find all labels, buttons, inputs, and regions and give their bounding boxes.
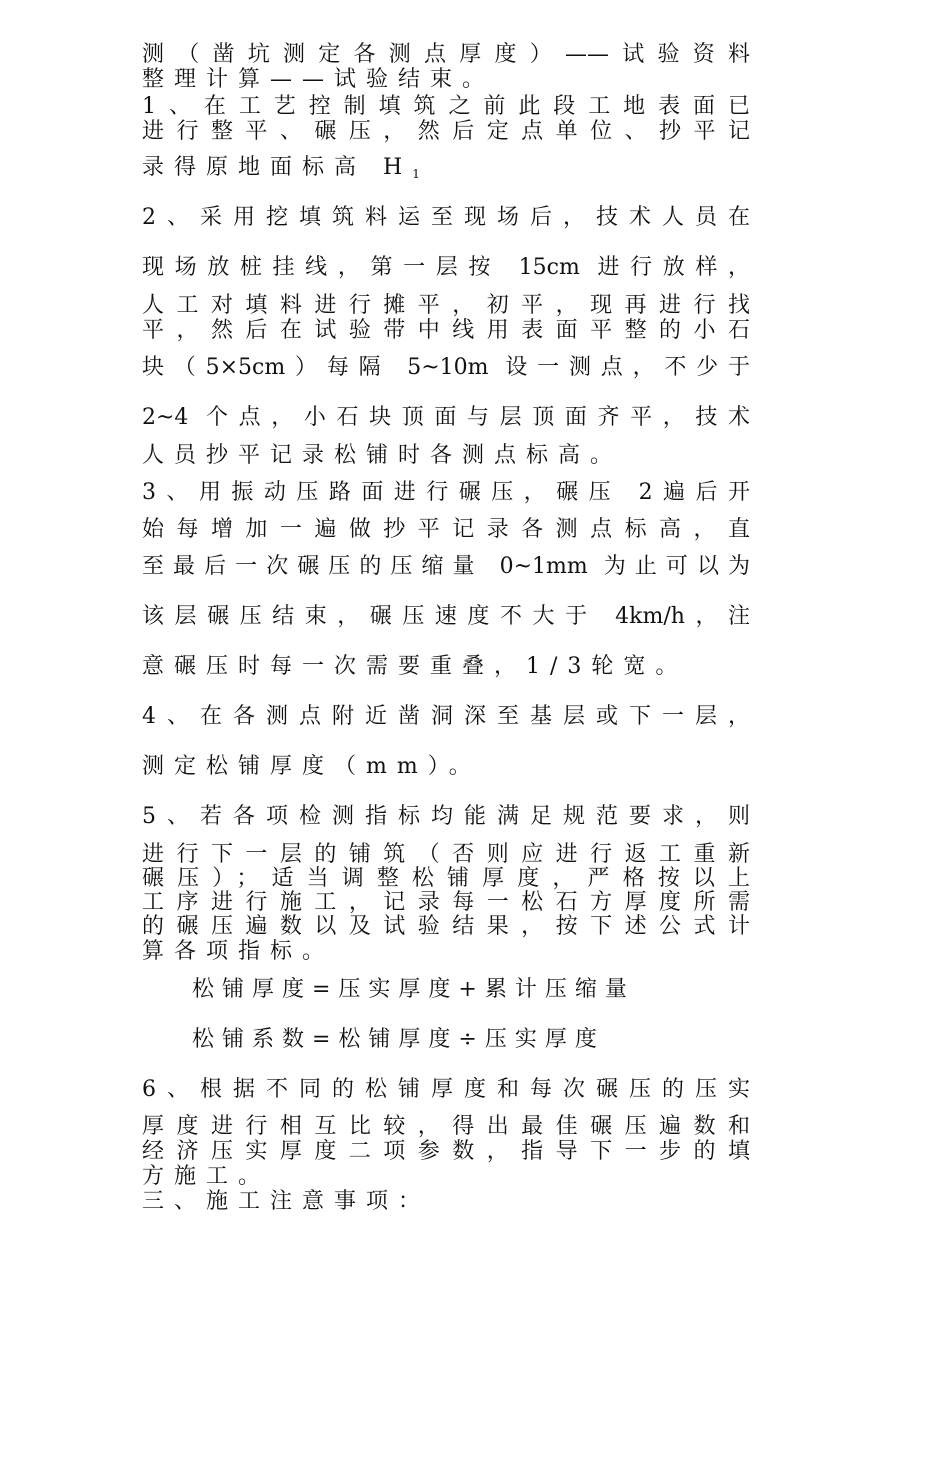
text-line: 至最后一次碾压的压缩量 0~1mm 为止可以为 <box>142 554 750 579</box>
text-line: 4、在各测点附近凿洞深至基层或下一层， <box>142 704 750 729</box>
text-line: 碾压）；适当调整松铺厚度，严格按以上 <box>142 866 750 891</box>
text-line: 1、在工艺控制填筑之前此段工地表面已 <box>142 94 750 119</box>
text-line: 5、若各项检测指标均能满足规范要求，则 <box>142 804 750 829</box>
text-line: 进行整平、碾压，然后定点单位、抄平记 <box>142 119 750 144</box>
formula-line: 松铺厚度=压实厚度+累计压缩量 <box>192 977 635 1002</box>
text-line: 算各项指标。 <box>142 939 335 964</box>
text-line: 人工对填料进行摊平，初平，现再进行找 <box>142 293 750 318</box>
text-line: 6、根据不同的松铺厚度和每次碾压的压实 <box>142 1077 750 1102</box>
text-line: 2、采用挖填筑料运至现场后，技术人员在 <box>142 205 750 230</box>
text-line: 现场放桩挂线，第一层按 15cm 进行放样， <box>142 255 750 280</box>
text-line: 经济压实厚度二项参数，指导下一步的填 <box>142 1139 750 1164</box>
text-line: 块（5×5cm）每隔 5~10m 设一测点，不少于 <box>142 355 750 380</box>
formula-line: 松铺系数=松铺厚度÷压实厚度 <box>192 1027 605 1052</box>
section-heading: 三、施工注意事项： <box>142 1189 431 1214</box>
text-line: 厚度进行相互比较，得出最佳碾压遍数和 <box>142 1114 750 1139</box>
subscript: 1 <box>412 167 420 181</box>
text-line <box>142 155 750 187</box>
text-line: 进行下一层的铺筑（否则应进行返工重新 <box>142 842 750 867</box>
text-line: 工序进行施工，记录每一松石方厚度所需 <box>142 890 750 915</box>
text-line: 人员抄平记录松铺时各测点标高。 <box>142 443 623 468</box>
text-line: 测（凿坑测定各测点厚度）——试验资料 <box>142 42 750 67</box>
text-line-content: 录得原地面标高 H <box>142 155 413 180</box>
text-line: 测定松铺厚度（mm）。 <box>142 754 481 779</box>
text-line: 意碾压时每一次需要重叠，1/3轮宽。 <box>142 654 688 679</box>
text-line: 3、用振动压路面进行碾压，碾压 2遍后开 <box>142 480 750 505</box>
text-line: 方施工。 <box>142 1164 271 1189</box>
text-line: 该层碾压结束，碾压速度不大于 4km/h，注 <box>142 604 750 629</box>
text-line: 平，然后在试验带中线用表面平整的小石 <box>142 318 750 343</box>
text-line: 整理计算——试验结束。 <box>142 67 495 92</box>
text-line: 始每增加一遍做抄平记录各测点标高，直 <box>142 517 750 542</box>
text-line: 的碾压遍数以及试验结果，按下述公式计 <box>142 914 750 939</box>
text-line: 2~4 个点，小石块顶面与层顶面齐平，技术 <box>142 405 750 430</box>
